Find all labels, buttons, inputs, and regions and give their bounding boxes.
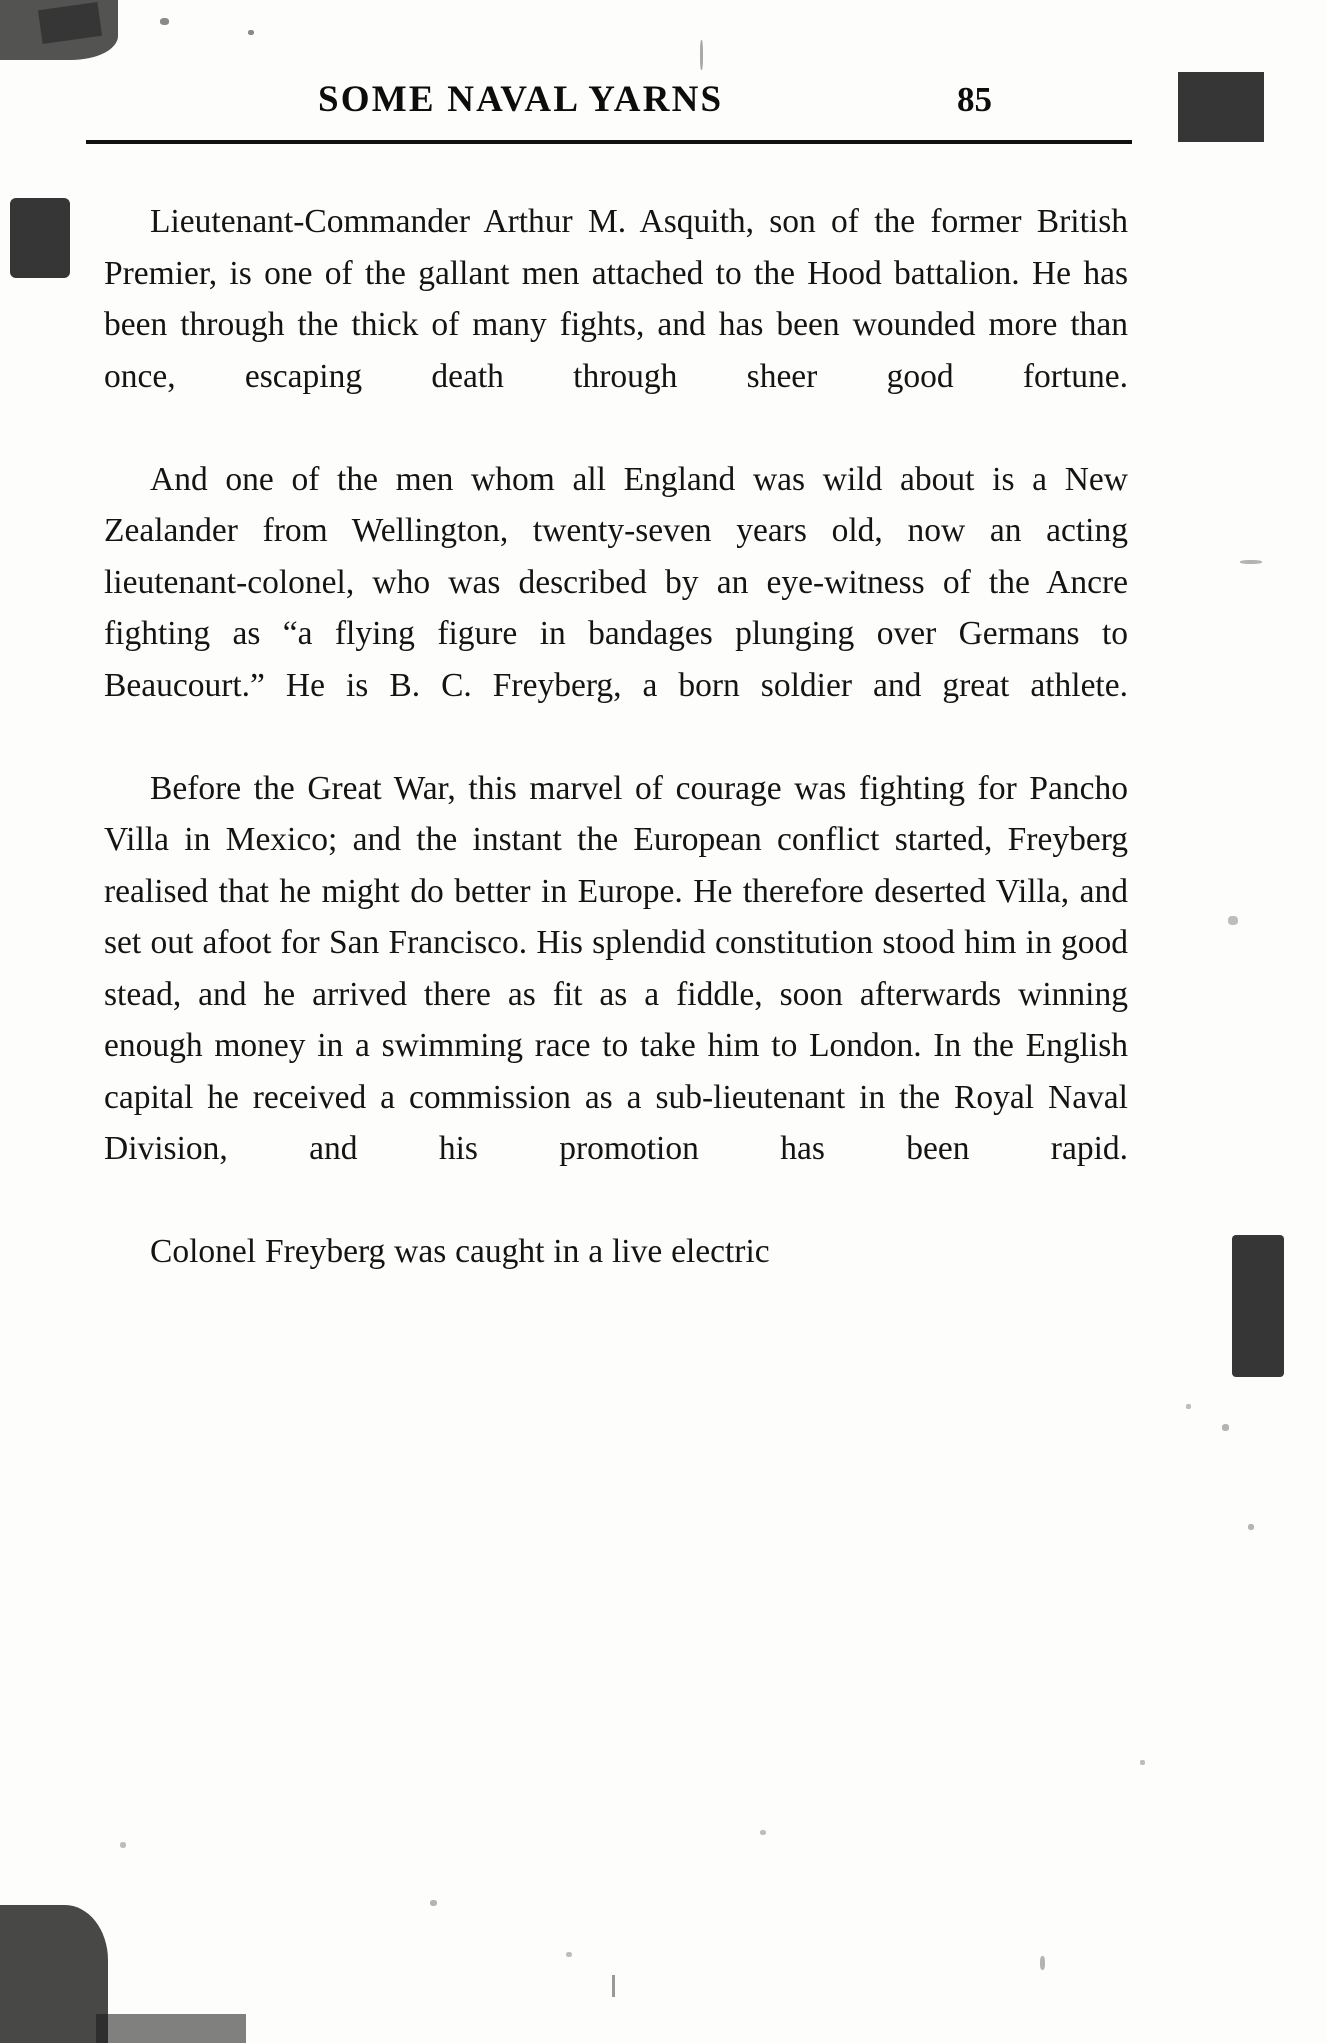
scan-speck [760,1830,766,1835]
scan-speck [1240,560,1262,564]
page-body-text [104,196,1128,1278]
scan-smudge-right-margin [1232,1235,1284,1377]
paragraph: Before the Great War, this marvel of courage was fighting for Pancho Villa in Mexico; and the instant the European conflict started, Freyberg realised that he might do better in Europe. He therefore deserted Villa, and set out afoot for San Francisco. His splendid constitution stood him in good stead, and he arrived there as fit as a fiddle, soon afterwards winning enough money in a swimming race to take him to London. In the English capital he received a commission as a sub-lieutenant in the Royal Naval Division, and his promotion has been rapid. [104,769,1128,1167]
scan-speck [1248,1524,1254,1530]
scan-speck [248,30,254,35]
scan-speck [1228,916,1238,925]
scan-speck [1140,1760,1145,1765]
running-head-title: SOME NAVAL YARNS [318,79,724,120]
paragraph: Colonel Freyberg was caught in a live electric [150,1233,770,1270]
scan-speck [430,1900,437,1906]
scan-smudge-bottom-left [0,1905,108,2043]
scan-speck [160,18,169,25]
scan-smudge-header-right [1178,72,1264,142]
scan-speck [700,40,703,70]
page-number: 85 [957,80,992,119]
paragraph: Lieutenant-Commander Arthur M. Asquith, son of the former British Premier, is one of the gallant men attached to the Hood battalion. He has been through the thick of many fights, and has been wounded more than once, escaping death through sheer good fortune. [104,203,1128,395]
scan-speck [1040,1956,1045,1970]
paragraph: And one of the men whom all England was wild about is a New Zealander from Wellington, twenty-seven years old, now an acting lieutenant-colonel, who was described by an eye-witness of the Ancre fighting as “a flying figure in bandages plunging over Germans to Beaucourt.” He is B. C. Freyberg, a born soldier and great athlete. [104,460,1128,704]
scan-smudge-top-left [0,0,118,60]
scan-speck [566,1952,572,1957]
page-header [86,78,1132,152]
header-rule [86,140,1132,144]
page-footer-mark [612,1975,615,1997]
scan-speck [1186,1404,1191,1409]
scan-smudge-bottom-left-2 [96,2014,246,2043]
scan-speck [1222,1424,1229,1431]
scan-smudge-top-left-2 [38,2,102,44]
scan-speck [120,1842,126,1848]
scan-smudge-left-margin [10,198,70,278]
